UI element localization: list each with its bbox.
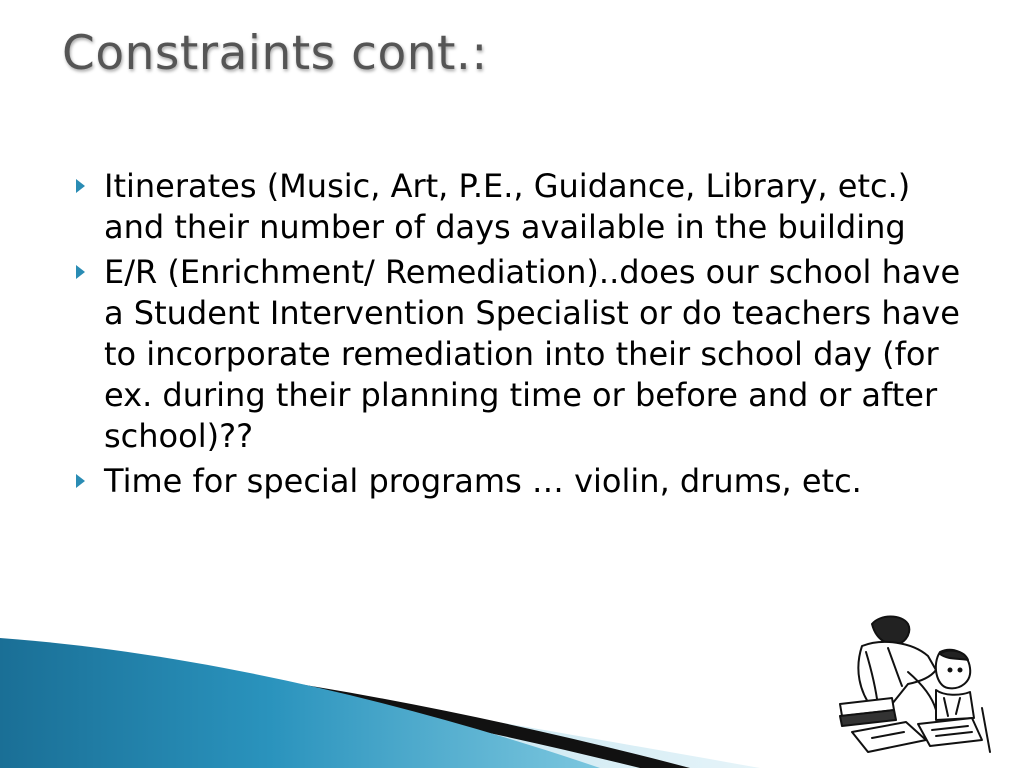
triangle-right-icon xyxy=(76,265,85,279)
slide-title: Constraints cont.: xyxy=(62,26,488,81)
decorative-swoosh xyxy=(0,638,760,768)
bullet-item xyxy=(76,166,976,248)
bullet-text: Itinerates (Music, Art, P.E., Guidance, Library, etc.) and their number of days available in the building xyxy=(104,167,911,246)
bullet-text: Time for special programs … violin, drums, etc. xyxy=(104,462,862,500)
bullet-item xyxy=(76,461,976,502)
triangle-right-icon xyxy=(76,179,85,193)
teacher-and-child-clipart xyxy=(832,612,992,760)
bullet-text: E/R (Enrichment/ Remediation)..does our school have a Student Intervention Specialist or do teachers have to incorporate remediation into their school day (for ex. during their planning time or before and or after school)?? xyxy=(104,253,961,455)
triangle-right-icon xyxy=(76,474,85,488)
bullet-item xyxy=(76,252,976,457)
bullet-list xyxy=(76,166,976,506)
swoosh-teal-band xyxy=(0,638,600,768)
